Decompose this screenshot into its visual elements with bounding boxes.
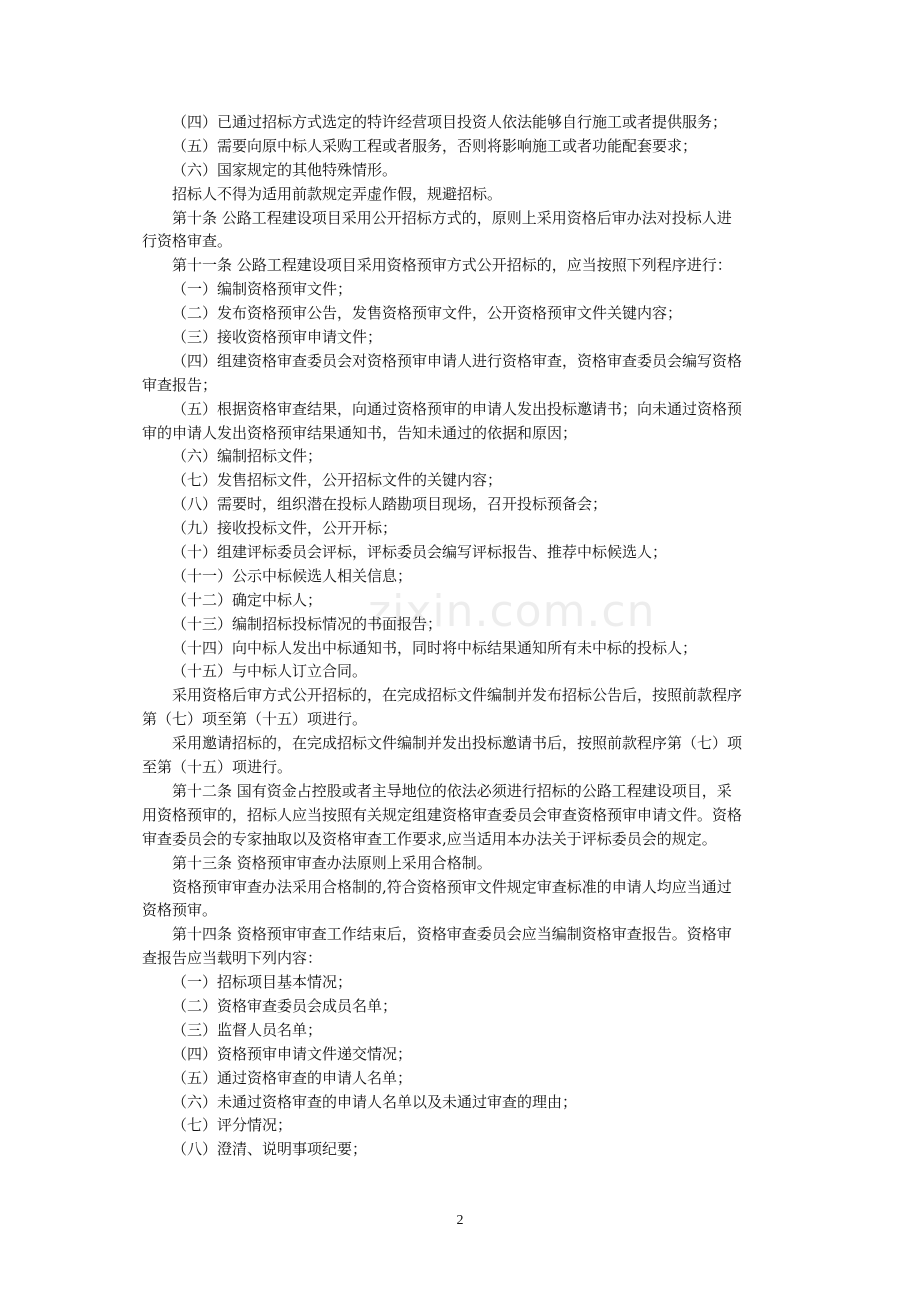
text-line: 第十一条 公路工程建设项目采用资格预审方式公开招标的，应当按照下列程序进行： (172, 256, 732, 275)
text-line: （八）需要时，组织潜在投标人踏勘项目现场，召开投标预备会； (172, 495, 608, 514)
text-line: （四）已通过招标方式选定的特许经营项目投资人依法能够自行施工或者提供服务； (172, 113, 728, 131)
text-line: 行资格审查。 (142, 232, 233, 251)
document-body (142, 111, 785, 1162)
text-line: （一）编制资格预审文件； (172, 280, 353, 299)
text-line: 查报告应当载明下列内容： (142, 949, 323, 968)
text-line: （五）根据资格审查结果，向通过资格预审的申请人发出投标邀请书；向未通过资格预 (172, 399, 743, 418)
text-line: （六）未通过资格审查的申请人名单以及未通过审查的理由； (172, 1092, 578, 1111)
text-line: 采用邀请招标的，在完成招标文件编制并发出投标邀请书后，按照前款程序第（七）项 (172, 734, 743, 753)
text-line: 审查委员会的专家抽取以及资格审查工作要求,应当适用本办法关于评标委员会的规定。 (142, 829, 717, 848)
text-line: （八）澄清、说明事项纪要； (172, 1140, 368, 1159)
page-number: 2 (456, 1213, 464, 1228)
text-line: 审查报告； (142, 375, 218, 394)
text-line: （十二）确定中标人； (172, 590, 323, 609)
text-line: （一）招标项目基本情况； (172, 973, 353, 992)
text-line: （十五）与中标人订立合同。 (172, 662, 368, 681)
text-line: 第十条 公路工程建设项目采用公开招标方式的，原则上采用资格后审办法对投标人进 (172, 208, 732, 227)
text-line: （三）监督人员名单； (172, 1020, 323, 1039)
text-line: （四）组建资格审查委员会对资格预审申请人进行资格审查，资格审查委员会编写资格 (172, 351, 743, 370)
text-line: （三）接收资格预审申请文件； (172, 328, 383, 347)
text-line: 审的申请人发出资格预审结果通知书，告知未通过的依据和原因； (142, 423, 578, 442)
text-line: 采用资格后审方式公开招标的，在完成招标文件编制并发布招标公告后，按照前款程序 (172, 686, 743, 705)
text-line: （五）需要向原中标人采购工程或者服务，否则将影响施工或者功能配套要求； (172, 136, 698, 155)
text-line: 至第（十五）项进行。 (142, 758, 293, 777)
text-line: （十三）编制招标投标情况的书面报告； (172, 614, 443, 633)
text-line: （二）发布资格预审公告，发售资格预审文件，公开资格预审文件关键内容； (172, 304, 683, 323)
text-line: 资格预审。 (142, 901, 218, 920)
text-line: （六）国家规定的其他特殊情形。 (172, 160, 398, 179)
text-line: 用资格预审的，招标人应当按照有关规定组建资格审查委员会审查资格预审申请文件。资格 (142, 805, 743, 824)
text-line: （五）通过资格审查的申请人名单； (172, 1068, 413, 1087)
text-line: （十一）公示中标候选人相关信息； (172, 566, 413, 585)
text-line: 招标人不得为适用前款规定弄虚作假，规避招标。 (172, 184, 503, 203)
text-line: （七）评分情况； (172, 1116, 293, 1135)
text-line: 第十四条 资格预审审查工作结束后，资格审查委员会应当编制资格审查报告。资格审 (172, 925, 732, 944)
text-line: （十四）向中标人发出中标通知书，同时将中标结果通知所有未中标的投标人； (172, 638, 698, 657)
text-line: （九）接收投标文件，公开开标； (172, 519, 398, 538)
text-line: 第十三条 资格预审审查办法原则上采用合格制。 (172, 853, 492, 872)
text-line: （六）编制招标文件； (172, 447, 323, 466)
text-line: 第（七）项至第（十五）项进行。 (142, 710, 368, 729)
text-line: （七）发售招标文件，公开招标文件的关键内容； (172, 471, 503, 490)
text-line: （二）资格审查委员会成员名单； (172, 996, 398, 1015)
text-line: （十）组建评标委员会评标，评标委员会编写评标报告、推荐中标候选人； (172, 543, 668, 562)
text-line: （四）资格预审申请文件递交情况； (172, 1044, 413, 1063)
watermark: zixin.com.cn (368, 586, 656, 637)
text-line: 第十二条 国有资金占控股或者主导地位的依法必须进行招标的公路工程建设项目，采 (172, 781, 732, 800)
text-line: 资格预审审查办法采用合格制的,符合资格预审文件规定审查标准的申请人均应当通过 (172, 877, 732, 896)
